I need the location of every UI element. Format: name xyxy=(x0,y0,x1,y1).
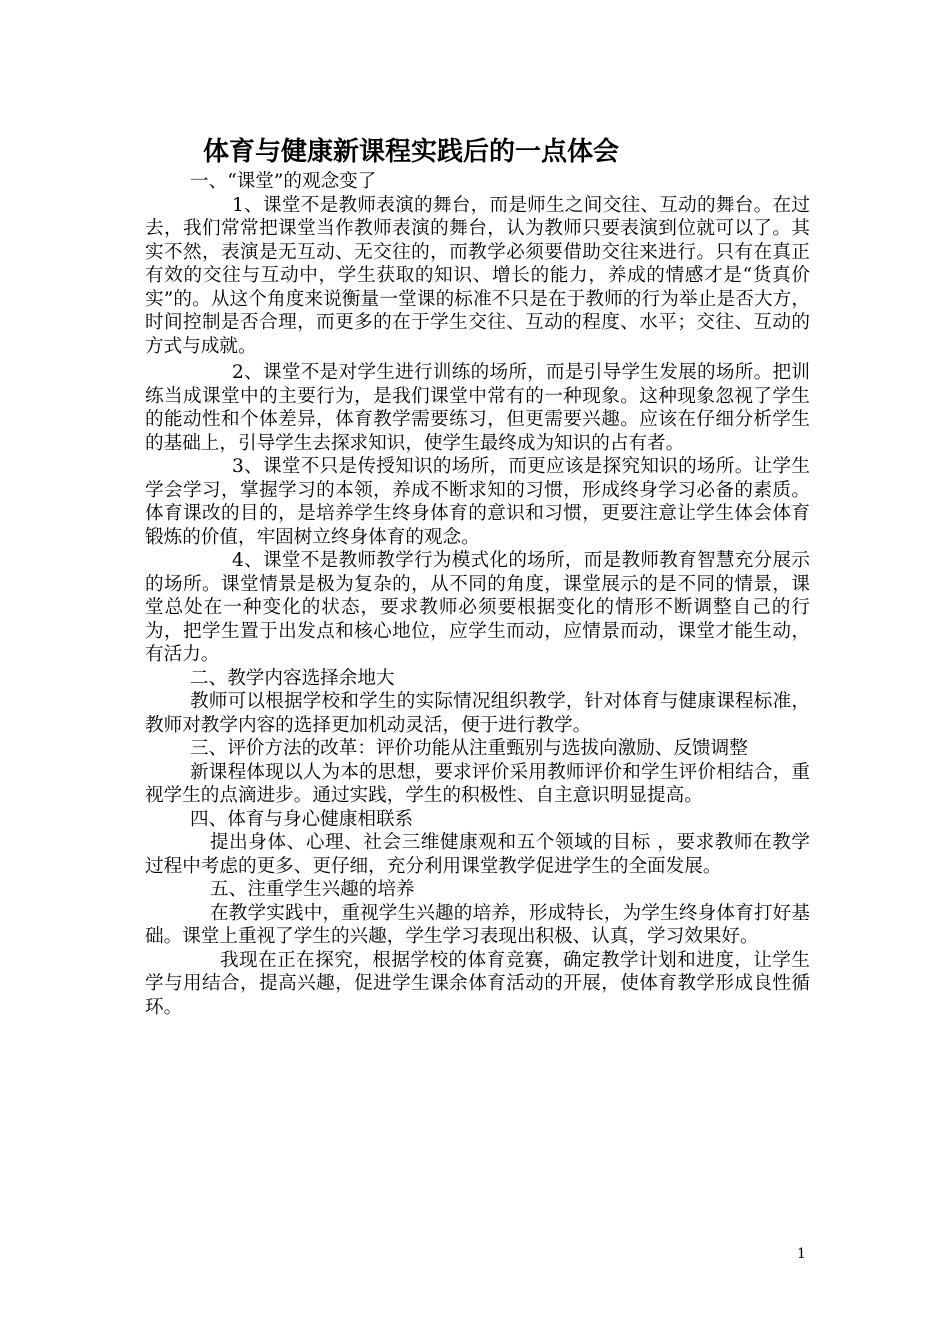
paragraph-3: 新课程体现以人为本的思想，要求评价采用教师评价和学生评价相结合，重视学生的点滴进步。通过实践，学生的积极性、自主意识明显提高。 xyxy=(145,761,810,806)
paragraph-1-4: 4、课堂不是教师教学行为模式化的场所，而是教师教育智慧充分展示的场所。课堂情景是极为复杂的，从不同的角度，课堂展示的是不同的情景，课堂总处在一种变化的状态，要求教师必须要根据变化的情形不断调整自己的行为，把学生置于出发点和核心地位，应学生而动，应情景而动，课堂才能生动，有活力。 xyxy=(145,550,810,665)
paragraph-2: 教师可以根据学校和学生的实际情况组织教学，针对体育与健康课程标准，教师对教学内容的选择更加机动灵活，便于进行教学。 xyxy=(145,691,810,736)
section-heading-3: 三、评价方法的改革：评价功能从注重甄别与选拔向激励、反馈调整 xyxy=(190,738,748,759)
paragraph-1-1: 1、课堂不是教师表演的舞台，而是师生之间交往、互动的舞台。在过去，我们常常把课堂当作教师表演的舞台，认为教师只要表演到位就可以了。其实不然，表演是无互动、无交往的，而教学必须要借助交往来进行。只有在真正有效的交往与互动中，学生获取的知识、增长的能力，养成的情感才是“货真价实”的。从这个角度来说衡量一堂课的标准不只是在于教师的行为举止是否大方，时间控制是否合理，而更多的在于学生交往、互动的程度、水平；交往、互动的方式与成就。 xyxy=(145,194,810,357)
paragraph-4: 提出身体、心理、社会三维健康观和五个领域的目标 ，要求教师在教学过程中考虑的更多、更仔细，充分利用课堂教学促进学生的全面发展。 xyxy=(145,832,810,877)
page-number: 1 xyxy=(797,1246,806,1262)
paragraph-closing: 我现在正在探究，根据学校的体育竞赛，确定教学计划和进度，让学生学与用结合，提高兴趣，促进学生课余体育活动的开展，使体育教学形成良性循环。 xyxy=(145,949,810,1018)
section-heading-1: 一、“课堂”的观念变了 xyxy=(190,171,377,192)
paragraph-1-3: 3、课堂不只是传授知识的场所，而更应该是探究知识的场所。让学生学会学习，掌握学习的本领，养成不断求知的习惯，形成终身学习必备的素质。体育课改的目的，是培养学生终身体育的意识和习惯，更要注意让学生体会体育锻炼的价值，牢固树立终身体育的观念。 xyxy=(145,456,810,548)
document-body xyxy=(145,134,810,1019)
paragraph-1-2: 2、课堂不是对学生进行训练的场所，而是引导学生发展的场所。把训练当成课堂中的主要行为，是我们课堂中常有的一种现象。这种现象忽视了学生的能动性和个体差异，体育教学需要练习，但更需要兴趣。应该在仔细分析学生的基础上，引导学生去探求知识，使学生最终成为知识的占有者。 xyxy=(145,362,810,454)
section-heading-5: 五、注重学生兴趣的培养 xyxy=(210,879,415,900)
paragraph-5: 在教学实践中，重视学生兴趣的培养，形成特长，为学生终身体育打好基础。课堂上重视了学生的兴趣，学生学习表现出积极、认真，学习效果好。 xyxy=(145,902,810,947)
section-heading-2: 二、教学内容选择余地大 xyxy=(190,667,395,689)
document-title: 体育与健康新课程实践后的一点体会 xyxy=(203,137,620,167)
section-heading-4: 四、体育与身心健康相联系 xyxy=(190,808,414,830)
